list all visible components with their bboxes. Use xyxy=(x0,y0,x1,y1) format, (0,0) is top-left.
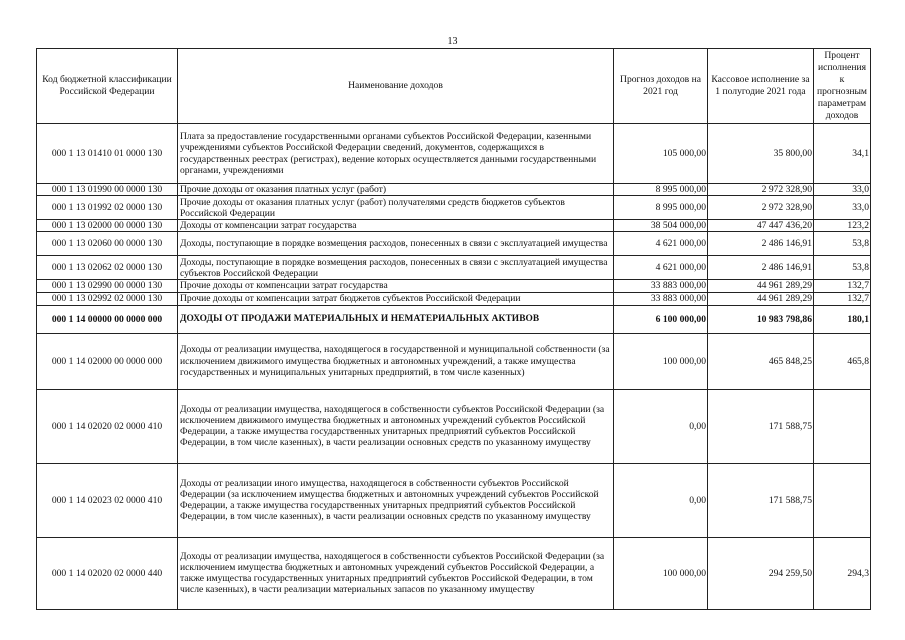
row-percent: 465,8 xyxy=(814,333,871,389)
table-row xyxy=(37,184,871,196)
row-cash: 294 259,50 xyxy=(708,537,814,609)
row-code: 000 1 14 02020 02 0000 410 xyxy=(37,389,178,463)
row-name: Прочие доходы от оказания платных услуг (работ) xyxy=(178,184,614,196)
row-forecast: 6 100 000,00 xyxy=(614,305,708,333)
table-row xyxy=(37,280,871,292)
row-name: Прочие доходы от оказания платных услуг (работ) получателями средств бюджетов субъектов Российской Федерации xyxy=(178,196,614,220)
header-forecast: Прогноз доходов на 2021 год xyxy=(614,49,708,124)
row-forecast: 4 621 000,00 xyxy=(614,232,708,256)
row-percent: 123,2 xyxy=(814,220,871,232)
row-percent: 132,7 xyxy=(814,292,871,305)
row-percent: 180,1 xyxy=(814,305,871,333)
row-code: 000 1 13 01990 00 0000 130 xyxy=(37,184,178,196)
table-row xyxy=(37,220,871,232)
row-forecast: 33 883 000,00 xyxy=(614,280,708,292)
row-forecast: 4 621 000,00 xyxy=(614,256,708,280)
row-name: Доходы, поступающие в порядке возмещения расходов, понесенных в связи с эксплуатацией имущества xyxy=(178,232,614,256)
row-name: Прочие доходы от компенсации затрат бюджетов субъектов Российской Федерации xyxy=(178,292,614,305)
table-row xyxy=(37,232,871,256)
row-name: ДОХОДЫ ОТ ПРОДАЖИ МАТЕРИАЛЬНЫХ И НЕМАТЕРИАЛЬНЫХ АКТИВОВ xyxy=(178,305,614,333)
row-forecast: 8 995 000,00 xyxy=(614,184,708,196)
header-code: Код бюджетной классификации Российской Федерации xyxy=(37,49,178,124)
row-forecast: 0,00 xyxy=(614,463,708,537)
row-percent: 33,0 xyxy=(814,196,871,220)
row-percent: 132,7 xyxy=(814,280,871,292)
table-row xyxy=(37,196,871,220)
page-number: 13 xyxy=(447,36,458,47)
row-forecast: 0,00 xyxy=(614,389,708,463)
row-cash: 47 447 436,20 xyxy=(708,220,814,232)
row-forecast: 38 504 000,00 xyxy=(614,220,708,232)
row-name: Плата за предоставление государственными органами субъектов Российской Федерации, казенными учреждениями субъектов Российской Федерации сведений, документов, содержащихся в государственных реестрах (регистрах), ведение которых осуществляется данными государственными органами, учреждениями xyxy=(178,124,614,184)
row-percent: 294,3 xyxy=(814,537,871,609)
row-name: Доходы, поступающие в порядке возмещения расходов, понесенных в связи с эксплуатацией имущества субъектов Российской Федерации xyxy=(178,256,614,280)
table-body xyxy=(37,124,871,610)
row-name: Доходы от реализации иного имущества, находящегося в собственности субъектов Российской Федерации (за исключением имущества бюджетных и автономных учреждений субъектов Российской Федерации, а также имущества государственных унитарных предприятий субъектов Российской Федерации, в том числе казенных), в части реализации основных средств по указанному имуществу xyxy=(178,463,614,537)
row-percent: 34,1 xyxy=(814,124,871,184)
row-code: 000 1 13 02060 00 0000 130 xyxy=(37,232,178,256)
row-name: Доходы от реализации имущества, находящегося в государственной и муниципальной собственности (за исключением движимого имущества бюджетных и автономных учреждений, а также имущества государственных и муниципальных унитарных предприятий, в том числе казенных) xyxy=(178,333,614,389)
row-cash: 2 486 146,91 xyxy=(708,232,814,256)
revenue-table xyxy=(36,48,871,610)
header-percent: Процент исполнения к прогнозным параметрам доходов xyxy=(814,49,871,124)
row-cash: 44 961 289,29 xyxy=(708,292,814,305)
table-row xyxy=(37,292,871,305)
row-cash: 10 983 798,86 xyxy=(708,305,814,333)
row-code: 000 1 14 02020 02 0000 440 xyxy=(37,537,178,609)
row-code: 000 1 13 01992 02 0000 130 xyxy=(37,196,178,220)
row-cash: 2 972 328,90 xyxy=(708,184,814,196)
row-name: Доходы от реализации имущества, находящегося в собственности субъектов Российской Федерации (за исключением имущества бюджетных и автономных учреждений субъектов Российской Федерации, а также имущества государственных унитарных предприятий субъектов Российской Федерации, в том числе казенных), в части реализации материальных запасов по указанному имуществу xyxy=(178,537,614,609)
table-row xyxy=(37,537,871,609)
row-percent: 53,8 xyxy=(814,256,871,280)
row-forecast: 100 000,00 xyxy=(614,537,708,609)
table-header-row xyxy=(37,49,871,124)
row-cash: 171 588,75 xyxy=(708,389,814,463)
row-code: 000 1 14 02023 02 0000 410 xyxy=(37,463,178,537)
row-forecast: 8 995 000,00 xyxy=(614,196,708,220)
header-cash: Кассовое исполнение за 1 полугодие 2021 года xyxy=(708,49,814,124)
table-row xyxy=(37,463,871,537)
row-cash: 44 961 289,29 xyxy=(708,280,814,292)
header-name: Наименование доходов xyxy=(178,49,614,124)
table-row xyxy=(37,256,871,280)
table-row xyxy=(37,305,871,333)
row-forecast: 100 000,00 xyxy=(614,333,708,389)
row-code: 000 1 13 02062 02 0000 130 xyxy=(37,256,178,280)
row-percent xyxy=(814,389,871,463)
row-cash: 35 800,00 xyxy=(708,124,814,184)
row-code: 000 1 13 02000 00 0000 130 xyxy=(37,220,178,232)
row-forecast: 33 883 000,00 xyxy=(614,292,708,305)
row-code: 000 1 14 00000 00 0000 000 xyxy=(37,305,178,333)
row-name: Доходы от реализации имущества, находящегося в собственности субъектов Российской Федерации (за исключением движимого имущества бюджетных и автономных учреждений субъектов Российской Федерации, а также имущества государственных унитарных предприятий субъектов Российской Федерации, в том числе казенных), в части реализации основных средств по указанному имуществу xyxy=(178,389,614,463)
row-name: Прочие доходы от компенсации затрат государства xyxy=(178,280,614,292)
row-percent: 53,8 xyxy=(814,232,871,256)
table-row xyxy=(37,333,871,389)
row-forecast: 105 000,00 xyxy=(614,124,708,184)
row-percent: 33,0 xyxy=(814,184,871,196)
row-percent xyxy=(814,463,871,537)
row-cash: 171 588,75 xyxy=(708,463,814,537)
row-name: Доходы от компенсации затрат государства xyxy=(178,220,614,232)
row-cash: 2 972 328,90 xyxy=(708,196,814,220)
row-cash: 2 486 146,91 xyxy=(708,256,814,280)
row-cash: 465 848,25 xyxy=(708,333,814,389)
row-code: 000 1 13 02992 02 0000 130 xyxy=(37,292,178,305)
row-code: 000 1 14 02000 00 0000 000 xyxy=(37,333,178,389)
row-code: 000 1 13 01410 01 0000 130 xyxy=(37,124,178,184)
table-row xyxy=(37,389,871,463)
row-code: 000 1 13 02990 00 0000 130 xyxy=(37,280,178,292)
table-row xyxy=(37,124,871,184)
